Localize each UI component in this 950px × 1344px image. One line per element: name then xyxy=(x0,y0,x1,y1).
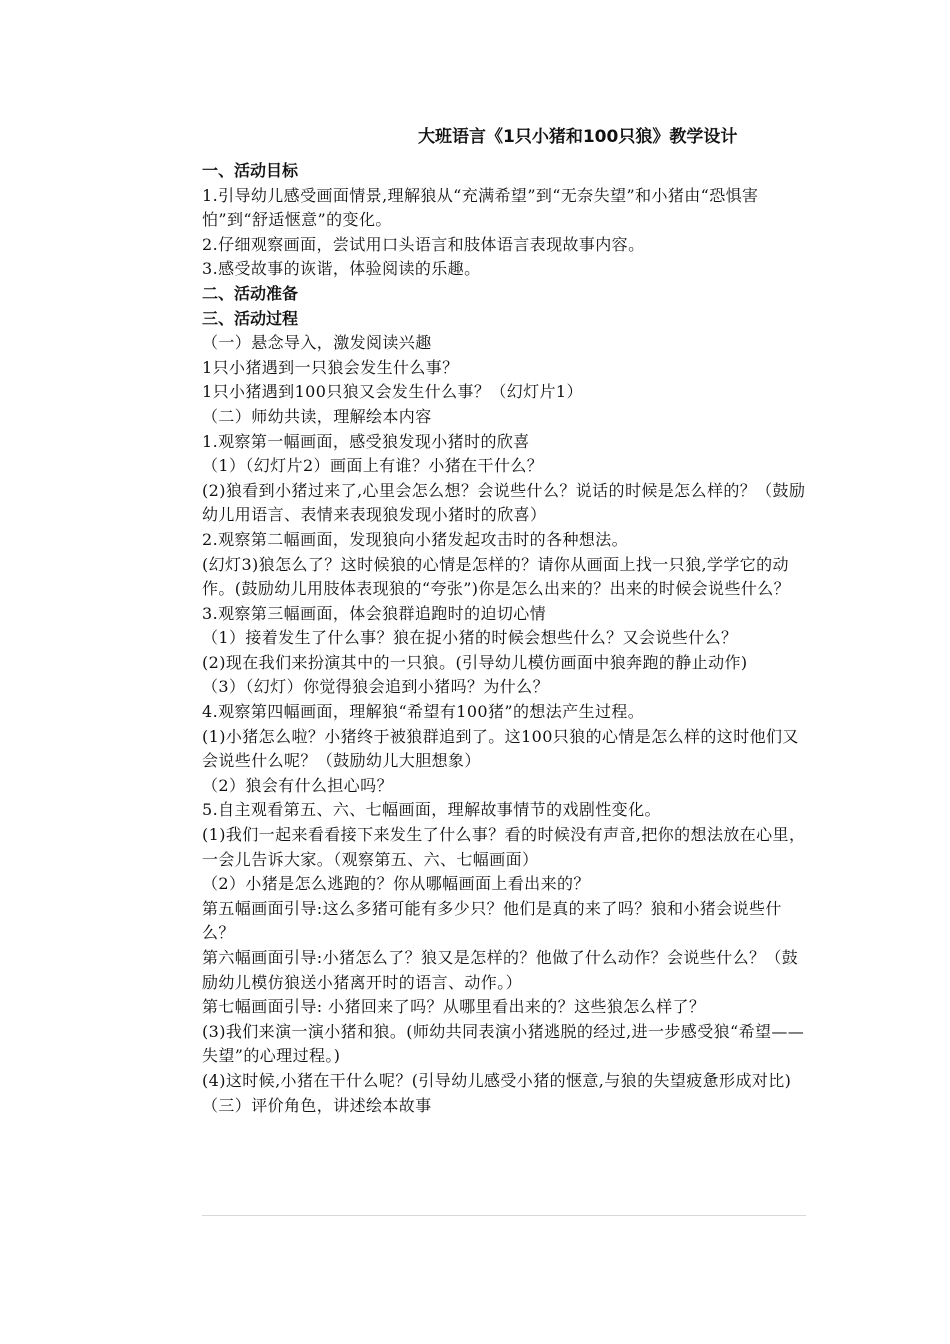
document-page xyxy=(202,124,812,1118)
paragraph: （1）（幻灯片2）画面上有谁？小猪在干什么？ xyxy=(202,456,544,476)
paragraph: 5.自主观看第五、六、七幅画面，理解故事情节的戏剧性变化。 xyxy=(202,800,661,820)
paragraph: 1.观察第一幅画面，感受狼发现小猪时的欣喜 xyxy=(202,431,530,451)
paragraph: 1只小猪遇到100只狼又会发生什么事？（幻灯片1） xyxy=(202,382,583,402)
document-body xyxy=(202,159,812,1118)
paragraph: 第七幅画面引导: 小猪回来了吗？从哪里看出来的？这些狼怎么样了？ xyxy=(202,997,706,1017)
paragraph: 3.感受故事的诙谐，体验阅读的乐趣。 xyxy=(202,259,481,279)
paragraph: （一）悬念导入，激发阅读兴趣 xyxy=(202,333,432,353)
paragraph: (1)小猪怎么啦？小猪终于被狼群追到了。这100只狼的心情是怎么样的这时他们又会说些什么呢？（鼓励幼儿大胆想象） xyxy=(202,726,799,771)
paragraph: 1只小猪遇到一只狼会发生什么事？ xyxy=(202,357,459,377)
paragraph: (2)狼看到小猪过来了,心里会怎么想？会说些什么？说话的时候是怎么样的？（鼓励幼儿用语言、表情来表现狼发现小猪时的欣喜） xyxy=(202,480,806,525)
paragraph: 1.引导幼儿感受画面情景,理解狼从“充满希望”到“无奈失望”和小猪由“恐惧害怕”到“舒适惬意”的变化。 xyxy=(202,185,759,230)
paragraph: （二）师幼共读，理解绘本内容 xyxy=(202,406,432,426)
paragraph: （2）小猪是怎么逃跑的？你从哪幅画面上看出来的？ xyxy=(202,874,590,894)
section-heading: 二、活动准备 xyxy=(202,283,299,303)
paragraph: (1)我们一起来看看接下来发生了什么事？看的时候没有声音,把你的想法放在心里，一会儿告诉大家。（观察第五、六、七幅画面） xyxy=(202,825,806,869)
paragraph: （三）评价角色，讲述绘本故事 xyxy=(202,1095,432,1115)
paragraph: (幻灯3)狼怎么了？这时候狼的心情是怎样的？请你从画面上找一只狼,学学它的动作。(鼓励幼儿用肢体表现狼的“夸张”)你是怎么出来的？出来的时候会说些什么？ xyxy=(202,554,791,599)
paragraph: （1）接着发生了什么事？狼在捉小猪的时候会想些什么？又会说些什么？ xyxy=(202,628,738,648)
paragraph: 2.观察第二幅画面，发现狼向小猪发起攻击时的各种想法。 xyxy=(202,529,629,549)
paragraph: (2)现在我们来扮演其中的一只狼。(引导幼儿模仿画面中狼奔跑的静止动作) xyxy=(202,652,748,672)
paragraph: （3）（幻灯）你觉得狼会追到小猪吗？为什么？ xyxy=(202,677,549,697)
paragraph: 2.仔细观察画面，尝试用口头语言和肢体语言表现故事内容。 xyxy=(202,234,645,254)
paragraph: （2）狼会有什么担心吗？ xyxy=(202,775,393,795)
paragraph: 第五幅画面引导:这么多猪可能有多少只？他们是真的来了吗？狼和小猪会说些什么？ xyxy=(202,898,782,943)
section-heading: 三、活动过程 xyxy=(202,308,299,328)
paragraph: 3.观察第三幅画面，体会狼群追跑时的迫切心情 xyxy=(202,603,547,623)
paragraph: (3)我们来演一演小猪和狼。(师幼共同表演小猪逃脱的经过,进一步感受狼“希望——失望”的心理过程。) xyxy=(202,1021,805,1066)
section-heading: 一、活动目标 xyxy=(202,161,299,180)
document-title: 大班语言《1只小猪和100只狼》教学设计 xyxy=(418,127,738,147)
page-divider xyxy=(202,1215,806,1216)
paragraph: (4)这时候,小猪在干什么呢？(引导幼儿感受小猪的惬意,与狼的失望疲惫形成对比) xyxy=(202,1070,792,1090)
paragraph: 4.观察第四幅画面，理解狼“希望有100猪”的想法产生过程。 xyxy=(202,702,645,722)
paragraph: 第六幅画面引导:小猪怎么了？狼又是怎样的？他做了什么动作？会说些什么？（鼓励幼儿模仿狼送小猪离开时的语言、动作。） xyxy=(202,948,799,992)
